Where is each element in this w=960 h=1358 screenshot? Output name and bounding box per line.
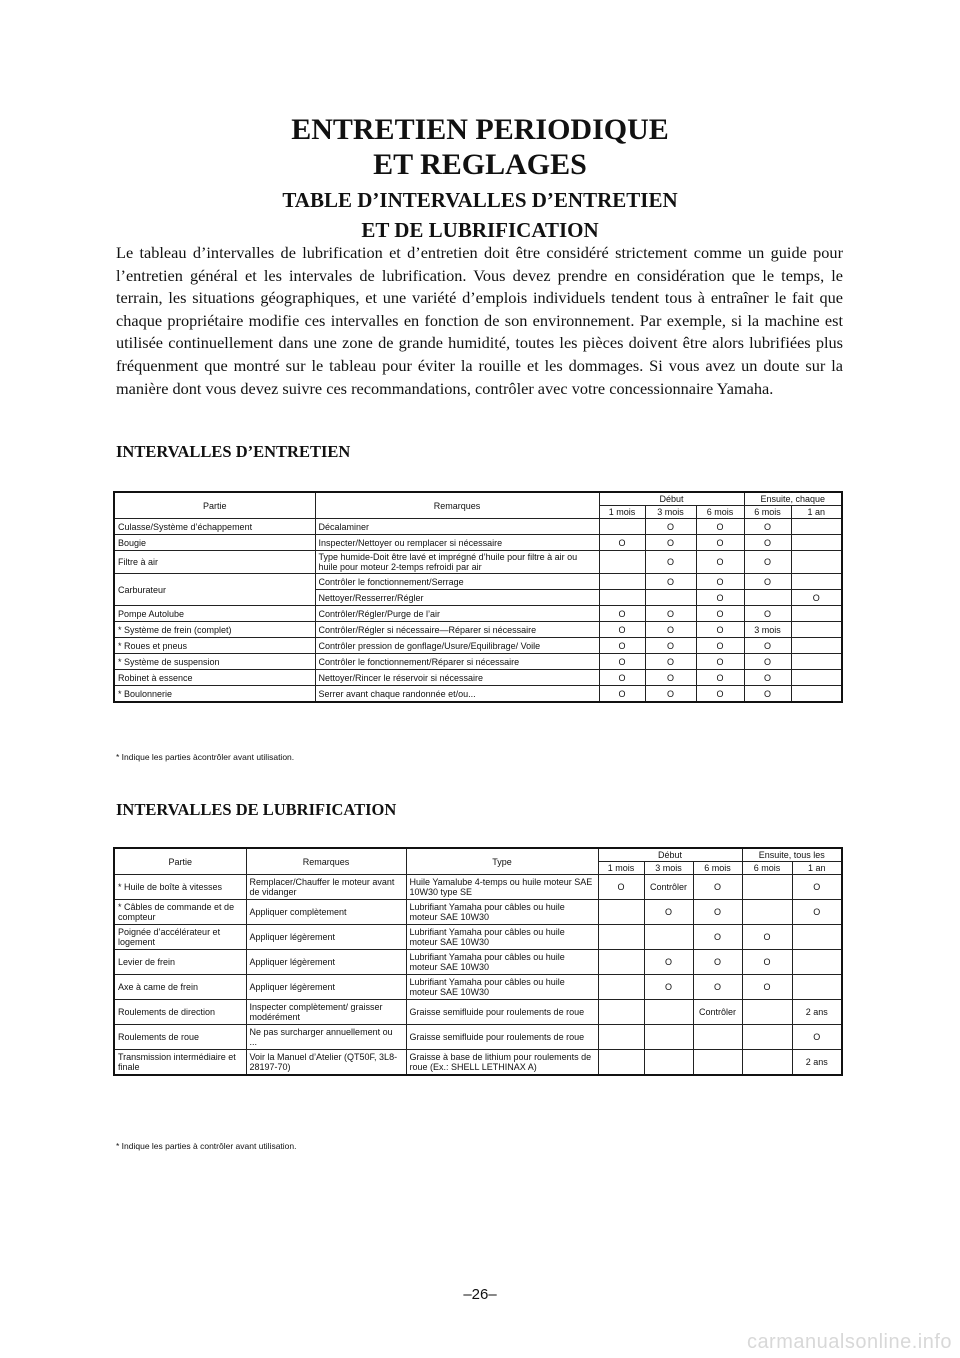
cell-ensuite-6-mois: [742, 900, 792, 925]
cell-3-mois: O: [645, 574, 696, 590]
table-row: [114, 900, 842, 925]
lubrication-heading: INTERVALLES DE LUBRIFICATION: [116, 800, 397, 819]
cell-3-mois: O: [645, 654, 696, 670]
cell-1-mois: [598, 1000, 644, 1025]
subtitle-line2: ET DE LUBRIFICATION: [361, 218, 599, 242]
cell-remarque: Contrôler pression de gonflage/Usure/Equilibrage/ Voile: [315, 638, 599, 654]
cell-1-an: 2 ans: [792, 1000, 842, 1025]
table-row: [114, 1000, 842, 1025]
lubrication-table: [113, 847, 843, 1076]
cell-1-mois: [598, 925, 644, 950]
cell-3-mois: O: [645, 622, 696, 638]
cell-3-mois: O: [645, 519, 696, 535]
cell-type: Lubrifiant Yamaha pour câbles ou huile moteur SAE 10W30: [406, 925, 598, 950]
cell-1-an: O: [792, 875, 842, 900]
cell-1-an: [792, 925, 842, 950]
cell-remarque: Contrôler/Régler/Purge de l’air: [315, 606, 599, 622]
cell-partie: Robinet à essence: [114, 670, 315, 686]
cell-remarque: Contrôler le fonctionnement/Réparer si nécessaire: [315, 654, 599, 670]
cell-3-mois: [644, 925, 693, 950]
cell-partie: * Huile de boîte à vitesses: [114, 875, 246, 900]
cell-1-an: O: [791, 590, 842, 606]
header-6-mois: 6 mois: [696, 506, 744, 519]
cell-6-mois: [693, 1050, 742, 1076]
header-3-mois: 3 mois: [645, 506, 696, 519]
cell-6-mois: O: [693, 950, 742, 975]
cell-1-mois: O: [599, 686, 645, 703]
cell-1-mois: O: [599, 670, 645, 686]
cell-3-mois: [644, 1000, 693, 1025]
header-remarques: Remarques: [246, 848, 406, 875]
cell-ensuite-6-mois: [742, 1050, 792, 1076]
cell-1-an: [791, 638, 842, 654]
header-debut: Début: [598, 848, 742, 862]
cell-6-mois: O: [696, 686, 744, 703]
cell-3-mois: [644, 1025, 693, 1050]
table-row: [114, 622, 842, 638]
cell-3-mois: [645, 590, 696, 606]
cell-6-mois: O: [696, 590, 744, 606]
cell-partie: Culasse/Système d’échappement: [114, 519, 315, 535]
cell-partie: Levier de frein: [114, 950, 246, 975]
cell-1-mois: O: [599, 622, 645, 638]
header-ensuite-6-mois: 6 mois: [742, 862, 792, 875]
table-row: [114, 574, 842, 590]
cell-6-mois: O: [696, 654, 744, 670]
cell-3-mois: [644, 1050, 693, 1076]
cell-1-mois: O: [599, 535, 645, 551]
table-row: [114, 1050, 842, 1076]
cell-6-mois: O: [693, 900, 742, 925]
cell-1-mois: [598, 1050, 644, 1076]
cell-type: Lubrifiant Yamaha pour câbles ou huile moteur SAE 10W30: [406, 900, 598, 925]
lubrication-footnote: * Indique les parties à contrôler avant utilisation.: [116, 1141, 297, 1151]
table-row: [114, 950, 842, 975]
cell-remarque: Appliquer complètement: [246, 900, 406, 925]
cell-1-an: [791, 670, 842, 686]
cell-ensuite-6-mois: [742, 1000, 792, 1025]
cell-1-an: 2 ans: [792, 1050, 842, 1076]
cell-1-an: [791, 606, 842, 622]
cell-ensuite-6-mois: O: [744, 654, 791, 670]
cell-ensuite-6-mois: O: [742, 925, 792, 950]
cell-remarque: Remplacer/Chauffer le moteur avant de vidanger: [246, 875, 406, 900]
cell-6-mois: O: [693, 975, 742, 1000]
cell-partie: Roulements de roue: [114, 1025, 246, 1050]
cell-3-mois: O: [645, 535, 696, 551]
cell-6-mois: O: [696, 519, 744, 535]
cell-remarque: Ne pas surcharger annuellement ou ...: [246, 1025, 406, 1050]
cell-ensuite-6-mois: O: [744, 519, 791, 535]
cell-1-an: O: [792, 1025, 842, 1050]
cell-partie: Pompe Autolube: [114, 606, 315, 622]
cell-1-mois: [599, 590, 645, 606]
table-row: [114, 670, 842, 686]
header-partie: Partie: [114, 492, 315, 519]
cell-6-mois: O: [696, 638, 744, 654]
table-row: [114, 519, 842, 535]
cell-remarque: Type humide-Doit être lavé et imprégné d’huile pour filtre à air ou huile pour moteur 2-temps refroidi par air: [315, 551, 599, 574]
cell-remarque: Nettoyer/Rincer le réservoir si nécessaire: [315, 670, 599, 686]
table-row: [114, 975, 842, 1000]
cell-6-mois: O: [696, 670, 744, 686]
cell-ensuite-6-mois: O: [744, 670, 791, 686]
cell-ensuite-6-mois: [742, 875, 792, 900]
cell-1-mois: O: [599, 654, 645, 670]
cell-remarque: Serrer avant chaque randonnée et/ou...: [315, 686, 599, 703]
cell-1-mois: [599, 574, 645, 590]
subtitle: TABLE D’INTERVALLES D’ENTRETIEN: [282, 188, 678, 212]
cell-1-mois: [599, 519, 645, 535]
cell-3-mois: O: [645, 638, 696, 654]
cell-remarque: Nettoyer/Resserrer/Régler: [315, 590, 599, 606]
cell-remarque: Contrôler le fonctionnement/Serrage: [315, 574, 599, 590]
cell-remarque: Décalaminer: [315, 519, 599, 535]
cell-1-an: [791, 535, 842, 551]
cell-3-mois: Contrôler: [644, 875, 693, 900]
cell-remarque: Appliquer légèrement: [246, 925, 406, 950]
header-ensuite: Ensuite, tous les: [742, 848, 842, 862]
cell-1-an: [792, 950, 842, 975]
cell-6-mois: O: [693, 875, 742, 900]
cell-1-an: [791, 519, 842, 535]
cell-ensuite-6-mois: O: [744, 638, 791, 654]
header-1-an: 1 an: [791, 506, 842, 519]
cell-partie: * Câbles de commande et de compteur: [114, 900, 246, 925]
header-1-mois: 1 mois: [599, 506, 645, 519]
cell-partie: * Système de frein (complet): [114, 622, 315, 638]
header-debut: Début: [599, 492, 744, 506]
cell-3-mois: O: [645, 686, 696, 703]
cell-remarque: Inspecter complètement/ graisser modérément: [246, 1000, 406, 1025]
table-row: [114, 638, 842, 654]
cell-ensuite-6-mois: O: [744, 574, 791, 590]
cell-partie: Transmission intermédiaire et finale: [114, 1050, 246, 1076]
cell-partie: Roulements de direction: [114, 1000, 246, 1025]
cell-partie: Poignée d’accélérateur et logement: [114, 925, 246, 950]
table-row: [114, 535, 842, 551]
cell-6-mois: O: [693, 925, 742, 950]
table-row: [114, 925, 842, 950]
cell-type: Lubrifiant Yamaha pour câbles ou huile moteur SAE 10W30: [406, 975, 598, 1000]
header-6-mois: 6 mois: [693, 862, 742, 875]
cell-partie: * Roues et pneus: [114, 638, 315, 654]
cell-ensuite-6-mois: O: [744, 606, 791, 622]
cell-remarque: Inspecter/Nettoyer ou remplacer si nécessaire: [315, 535, 599, 551]
cell-3-mois: O: [644, 900, 693, 925]
cell-remarque: Appliquer légèrement: [246, 950, 406, 975]
header-ensuite: Ensuite, chaque: [744, 492, 842, 506]
cell-6-mois: O: [696, 606, 744, 622]
cell-partie: * Système de suspension: [114, 654, 315, 670]
cell-ensuite-6-mois: [742, 1025, 792, 1050]
cell-1-an: [791, 551, 842, 574]
cell-ensuite-6-mois: O: [744, 686, 791, 703]
cell-partie: Carburateur: [114, 574, 315, 606]
cell-1-mois: [598, 900, 644, 925]
cell-3-mois: O: [645, 606, 696, 622]
header-1-an: 1 an: [792, 862, 842, 875]
maintenance-footnote: * Indique les parties àcontrôler avant utilisation.: [116, 752, 295, 762]
cell-1-mois: [598, 975, 644, 1000]
table-row: [114, 551, 842, 574]
cell-remarque: Contrôler/Régler si nécessaire—Réparer si nécessaire: [315, 622, 599, 638]
cell-3-mois: O: [644, 950, 693, 975]
cell-6-mois: O: [696, 551, 744, 574]
cell-3-mois: O: [645, 551, 696, 574]
table-row: [114, 1025, 842, 1050]
cell-6-mois: O: [696, 622, 744, 638]
header-partie: Partie: [114, 848, 246, 875]
table-row: [114, 606, 842, 622]
cell-1-mois: [598, 1025, 644, 1050]
cell-type: Graisse semifluide pour roulements de roue: [406, 1025, 598, 1050]
cell-type: Graisse à base de lithium pour roulements de roue (Ex.: SHELL LETHINAX A): [406, 1050, 598, 1076]
watermark: carmanualsonline.info: [746, 1331, 952, 1353]
maintenance-heading: INTERVALLES D’ENTRETIEN: [116, 442, 351, 461]
cell-1-mois: [599, 551, 645, 574]
table-row: [114, 654, 842, 670]
cell-remarque: Appliquer légèrement: [246, 975, 406, 1000]
cell-partie: Axe à came de frein: [114, 975, 246, 1000]
cell-ensuite-6-mois: [744, 590, 791, 606]
cell-1-an: [791, 574, 842, 590]
cell-type: Huile Yamalube 4-temps ou huile moteur SAE 10W30 type SE: [406, 875, 598, 900]
cell-6-mois: [693, 1025, 742, 1050]
cell-1-mois: [598, 950, 644, 975]
cell-type: Graisse semifluide pour roulements de roue: [406, 1000, 598, 1025]
cell-6-mois: O: [696, 535, 744, 551]
cell-6-mois: O: [696, 574, 744, 590]
cell-3-mois: O: [644, 975, 693, 1000]
table-row: [114, 875, 842, 900]
cell-ensuite-6-mois: O: [742, 975, 792, 1000]
cell-1-an: [792, 975, 842, 1000]
page-title-line2: ET REGLAGES: [373, 148, 587, 181]
cell-remarque: Voir la Manuel d’Atelier (QT50F, 3L8-28197-70): [246, 1050, 406, 1076]
cell-1-an: O: [792, 900, 842, 925]
cell-1-mois: O: [598, 875, 644, 900]
cell-1-mois: O: [599, 606, 645, 622]
cell-6-mois: Contrôler: [693, 1000, 742, 1025]
cell-3-mois: O: [645, 670, 696, 686]
header-3-mois: 3 mois: [644, 862, 693, 875]
cell-ensuite-6-mois: 3 mois: [744, 622, 791, 638]
cell-partie: Bougie: [114, 535, 315, 551]
header-ensuite-6-mois: 6 mois: [744, 506, 791, 519]
maintenance-table: [113, 491, 843, 703]
cell-partie: Filtre à air: [114, 551, 315, 574]
cell-ensuite-6-mois: O: [742, 950, 792, 975]
cell-ensuite-6-mois: O: [744, 535, 791, 551]
header-type: Type: [406, 848, 598, 875]
cell-type: Lubrifiant Yamaha pour câbles ou huile moteur SAE 10W30: [406, 950, 598, 975]
page-number: –26–: [463, 1286, 497, 1303]
cell-1-mois: O: [599, 638, 645, 654]
header-1-mois: 1 mois: [598, 862, 644, 875]
cell-1-an: [791, 686, 842, 703]
cell-1-an: [791, 654, 842, 670]
cell-1-an: [791, 622, 842, 638]
cell-ensuite-6-mois: O: [744, 551, 791, 574]
table-row: [114, 686, 842, 703]
page-title: ENTRETIEN PERIODIQUE: [291, 113, 669, 146]
header-remarques: Remarques: [315, 492, 599, 519]
intro-paragraph: Le tableau d’intervalles de lubrification et d’entretien doit être considéré strictement comme un guide pour l’entretien général et les intervales de lubrification. Vous devez prendre en considération que le temps, le terrain, les situations géographiques, et une variété d’emplois individuels tendent tous à entraîner le fait que chaque propriétaire modifie ces intervalles en fonction de son environnement. Par exemple, si la machine est utilisée continuellement dans une zone de grande humidité, toutes les pièces doivent être alors lubrifiées plus fréquenment que montré sur le tableau pour éviter la rouille et les dommages. Si vous avez un doute sur la manière dont vous devez suivre ces recommandations, contrôler avec votre concessionnaire Yamaha.: [116, 243, 843, 398]
cell-partie: * Boulonnerie: [114, 686, 315, 703]
